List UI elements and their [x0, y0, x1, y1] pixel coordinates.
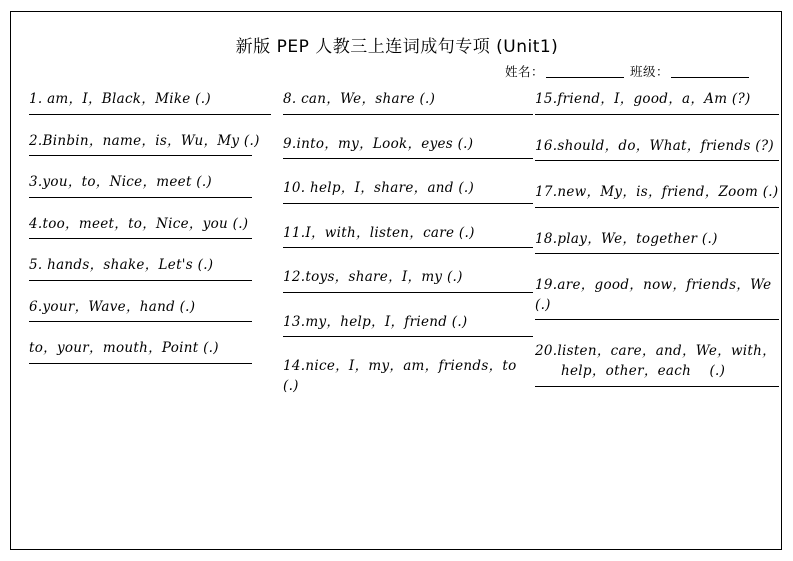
exercise-text: 19.are，good，now，friends，We (.)	[535, 277, 777, 313]
exercise-item	[283, 135, 533, 160]
exercise-text-continued: help，other，each (.)	[561, 362, 726, 379]
exercise-text: 2.Binbin，name，is，Wu，My (.)	[29, 132, 260, 149]
answer-line[interactable]	[535, 207, 779, 208]
exercise-item	[283, 313, 533, 338]
answer-line[interactable]	[283, 336, 533, 337]
exercise-item	[29, 173, 271, 198]
exercise-columns	[11, 90, 783, 490]
exercise-text: 6.your，Wave，hand (.)	[29, 298, 196, 315]
answer-line[interactable]	[29, 155, 252, 156]
answer-line[interactable]	[29, 197, 252, 198]
exercise-item	[283, 224, 533, 249]
answer-line[interactable]	[283, 158, 533, 159]
answer-line[interactable]	[29, 114, 271, 115]
exercise-text: 4.too，meet，to，Nice，you (.)	[29, 215, 249, 232]
exercise-item	[29, 339, 271, 364]
exercise-item	[535, 230, 779, 255]
exercise-item	[535, 183, 779, 208]
exercise-text: 14.nice，I，my，am，friends，to (.)	[283, 358, 522, 394]
answer-line[interactable]	[535, 160, 779, 161]
answer-line[interactable]	[29, 321, 252, 322]
exercise-text: 13.my，help，I，friend (.)	[283, 313, 468, 330]
exercise-text: to，your，mouth，Point (.)	[29, 340, 219, 357]
exercise-item	[283, 268, 533, 293]
class-blank[interactable]	[671, 64, 749, 78]
exercise-item	[29, 90, 271, 115]
exercise-item	[29, 298, 271, 323]
answer-line[interactable]	[283, 114, 533, 115]
answer-line[interactable]	[29, 280, 252, 281]
name-label: 姓名：	[504, 64, 544, 79]
exercise-text: 1. am，I，Black，Mike (.)	[29, 91, 211, 107]
exercise-item	[535, 276, 779, 320]
answer-line[interactable]	[535, 114, 779, 115]
name-blank[interactable]	[546, 64, 624, 78]
exercise-text: 20.listen，care，and，We，with，	[535, 343, 776, 360]
exercise-item	[535, 137, 779, 162]
exercise-item	[29, 132, 271, 157]
answer-line[interactable]	[29, 363, 252, 364]
student-info-bar	[505, 62, 755, 80]
exercise-text: 10. help，I，share，and (.)	[283, 180, 475, 197]
exercise-column-3	[535, 90, 779, 409]
exercise-item	[29, 215, 271, 240]
exercise-item	[535, 90, 779, 115]
worksheet-border	[10, 11, 782, 550]
exercise-column-1	[29, 90, 271, 381]
answer-line[interactable]	[283, 292, 533, 293]
exercise-text: 3.you，to，Nice，meet (.)	[29, 174, 212, 191]
exercise-column-2	[283, 90, 533, 417]
exercise-text: 17.new，My，is，friend，Zoom (.)	[535, 184, 779, 201]
exercise-item	[283, 179, 533, 204]
exercise-text: 12.toys，share，I，my (.)	[283, 269, 463, 286]
answer-line[interactable]	[283, 203, 533, 204]
exercise-text: 8. can，We，share (.)	[283, 91, 436, 107]
class-label: 班级：	[629, 64, 669, 79]
answer-line[interactable]	[283, 247, 533, 248]
exercise-item	[283, 357, 533, 396]
exercise-text: 9.into，my，Look，eyes (.)	[283, 135, 474, 152]
exercise-text: 15.friend，I，good，a，Am (?)	[535, 91, 751, 107]
exercise-text: 18.play，We，together (.)	[535, 230, 718, 247]
exercise-item	[29, 256, 271, 281]
exercise-text: 16.should，do，What，friends (?)	[535, 137, 774, 154]
answer-line[interactable]	[535, 319, 779, 320]
exercise-item	[535, 342, 779, 386]
exercise-item	[283, 90, 533, 115]
page-title: 新版 PEP 人教三上连词成句专项 (Unit1)	[235, 37, 559, 57]
answer-line[interactable]	[535, 253, 779, 254]
answer-line[interactable]	[535, 386, 779, 387]
exercise-text: 11.I，with，listen，care (.)	[283, 224, 475, 241]
exercise-text: 5. hands，shake，Let's (.)	[29, 257, 214, 274]
answer-line[interactable]	[29, 238, 252, 239]
